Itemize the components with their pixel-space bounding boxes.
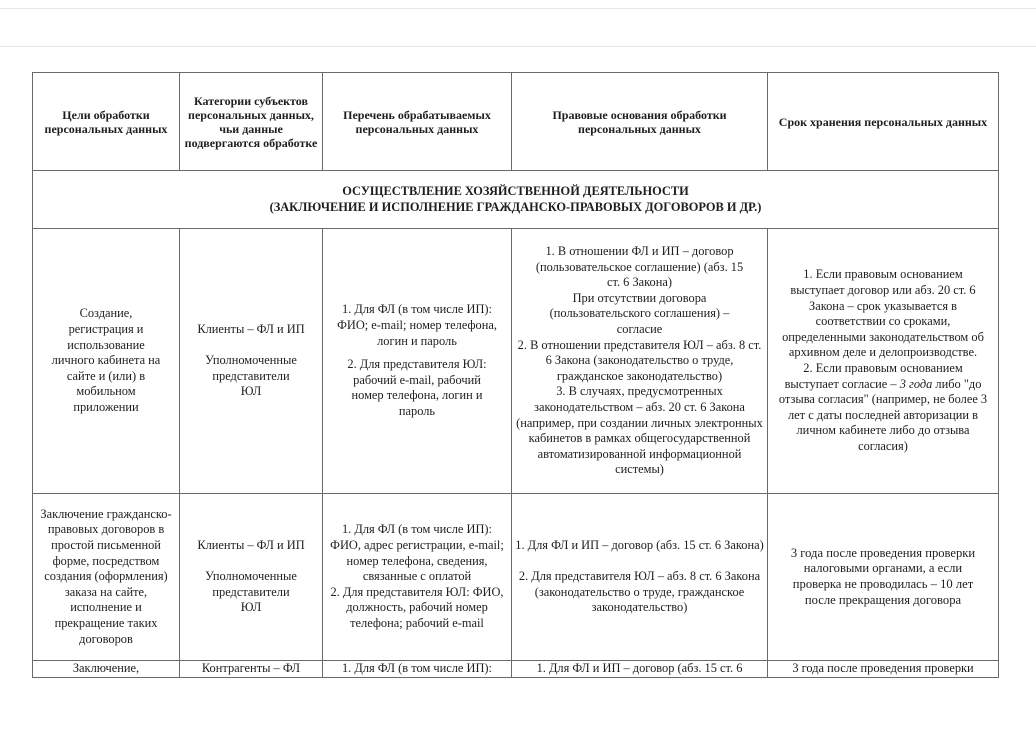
cell-subjects: Клиенты – ФЛ и ИП Уполномоченные представители ЮЛ <box>180 494 323 661</box>
cell-purpose: Заключение гражданско-правовых договоров в простой письменной форме, посредством создания (оформления) заказа на сайте, исполнение и прекращение таких договоров <box>33 494 180 661</box>
section-title-line2: (ЗАКЛЮЧЕНИЕ И ИСПОЛНЕНИЕ ГРАЖДАНСКО-ПРАВОВЫХ ДОГОВОРОВ И ДР.) <box>269 199 762 214</box>
cell-legal-basis: 1. Для ФЛ и ИП – договор (абз. 15 ст. 6 Закона) 2. Для представителя ЮЛ – абз. 8 ст. 6 Закона (законодательство о труде, гражданское законодательство) <box>512 494 768 661</box>
cell-data-list: 1. Для ФЛ (в том числе ИП): ФИО; e-mail; номер телефона, логин и пароль 2. Для представителя ЮЛ: рабочий e-mail, рабочий номер телефона, логин и пароль <box>323 229 512 494</box>
header-retention-period: Срок хранения персональных данных <box>768 73 999 171</box>
table-header-row <box>33 73 999 171</box>
scan-artifact-line <box>0 46 1036 47</box>
scan-artifact-line <box>0 8 1036 9</box>
table-row <box>33 494 999 661</box>
cell-retention: 3 года после проведения проверки налоговыми органами, а если проверка не проводилась – 10 лет после прекращения договора <box>768 494 999 661</box>
table-row <box>33 229 999 494</box>
retention-consent-text: 2. Если правовым основанием выступает согласие – 3 года либо "до отзыва согласия" (например, не более 3 лет с даты последней авторизации в личном кабинете либо до отзыва согласия) <box>778 361 988 453</box>
section-title-line1: ОСУЩЕСТВЛЕНИЕ ХОЗЯЙСТВЕННОЙ ДЕЯТЕЛЬНОСТИ <box>342 183 689 198</box>
personal-data-processing-table <box>32 72 999 678</box>
header-data-list: Перечень обрабатываемых персональных данных <box>323 73 512 171</box>
header-purposes: Цели обработки персональных данных <box>33 73 180 171</box>
cell-purpose: Создание, регистрация и использование личного кабинета на сайте и (или) в мобильном приложении <box>33 229 180 494</box>
cell-legal-basis: 1. Для ФЛ и ИП – договор (абз. 15 ст. 6 <box>512 661 768 678</box>
header-legal-basis: Правовые основания обработки персональных данных <box>512 73 768 171</box>
cell-retention: 1. Если правовым основанием выступает договор или абз. 20 ст. 6 Закона – срок указывается в соответствии со сроками, определенными законодательством об архивном деле и делопроизводстве. 2. Если правовым основанием выступает согласие – 3 года либо "до отзыва согласия" (например, не более 3 лет с даты последней авторизации в личном кабинете либо до отзыва согласия) <box>768 229 999 494</box>
section-title <box>33 171 999 229</box>
cell-data-list: 1. Для ФЛ (в том числе ИП): ФИО, адрес регистрации, e-mail; номер телефона, сведения, связанные с оплатой 2. Для представителя ЮЛ: ФИО, должность, рабочий номер телефона; рабочий e-mail <box>323 494 512 661</box>
section-row <box>33 171 999 229</box>
cell-subjects: Контрагенты – ФЛ <box>180 661 323 678</box>
cell-subjects: Клиенты – ФЛ и ИП Уполномоченные представители ЮЛ <box>180 229 323 494</box>
cell-purpose: Заключение, <box>33 661 180 678</box>
header-subject-categories: Категории субъектов персональных данных, чьи данные подвергаются обработке <box>180 73 323 171</box>
cell-data-list: 1. Для ФЛ (в том числе ИП): <box>323 661 512 678</box>
cell-legal-basis: 1. В отношении ФЛ и ИП – договор (пользовательское соглашение) (абз. 15 ст. 6 Закона) При отсутствии договора (пользовательского соглашения) – согласие 2. В отношении представителя ЮЛ – абз. 8 ст. 6 Закона (законодательство о труде, гражданское законодательство) 3. В случаях, предусмотренных законодательством – абз. 20 ст. 6 Закона (например, при создании личных электронных кабинетов в рамках общегосударственной автоматизированной информационной системы) <box>512 229 768 494</box>
table-row <box>33 661 999 678</box>
cell-retention: 3 года после проведения проверки <box>768 661 999 678</box>
